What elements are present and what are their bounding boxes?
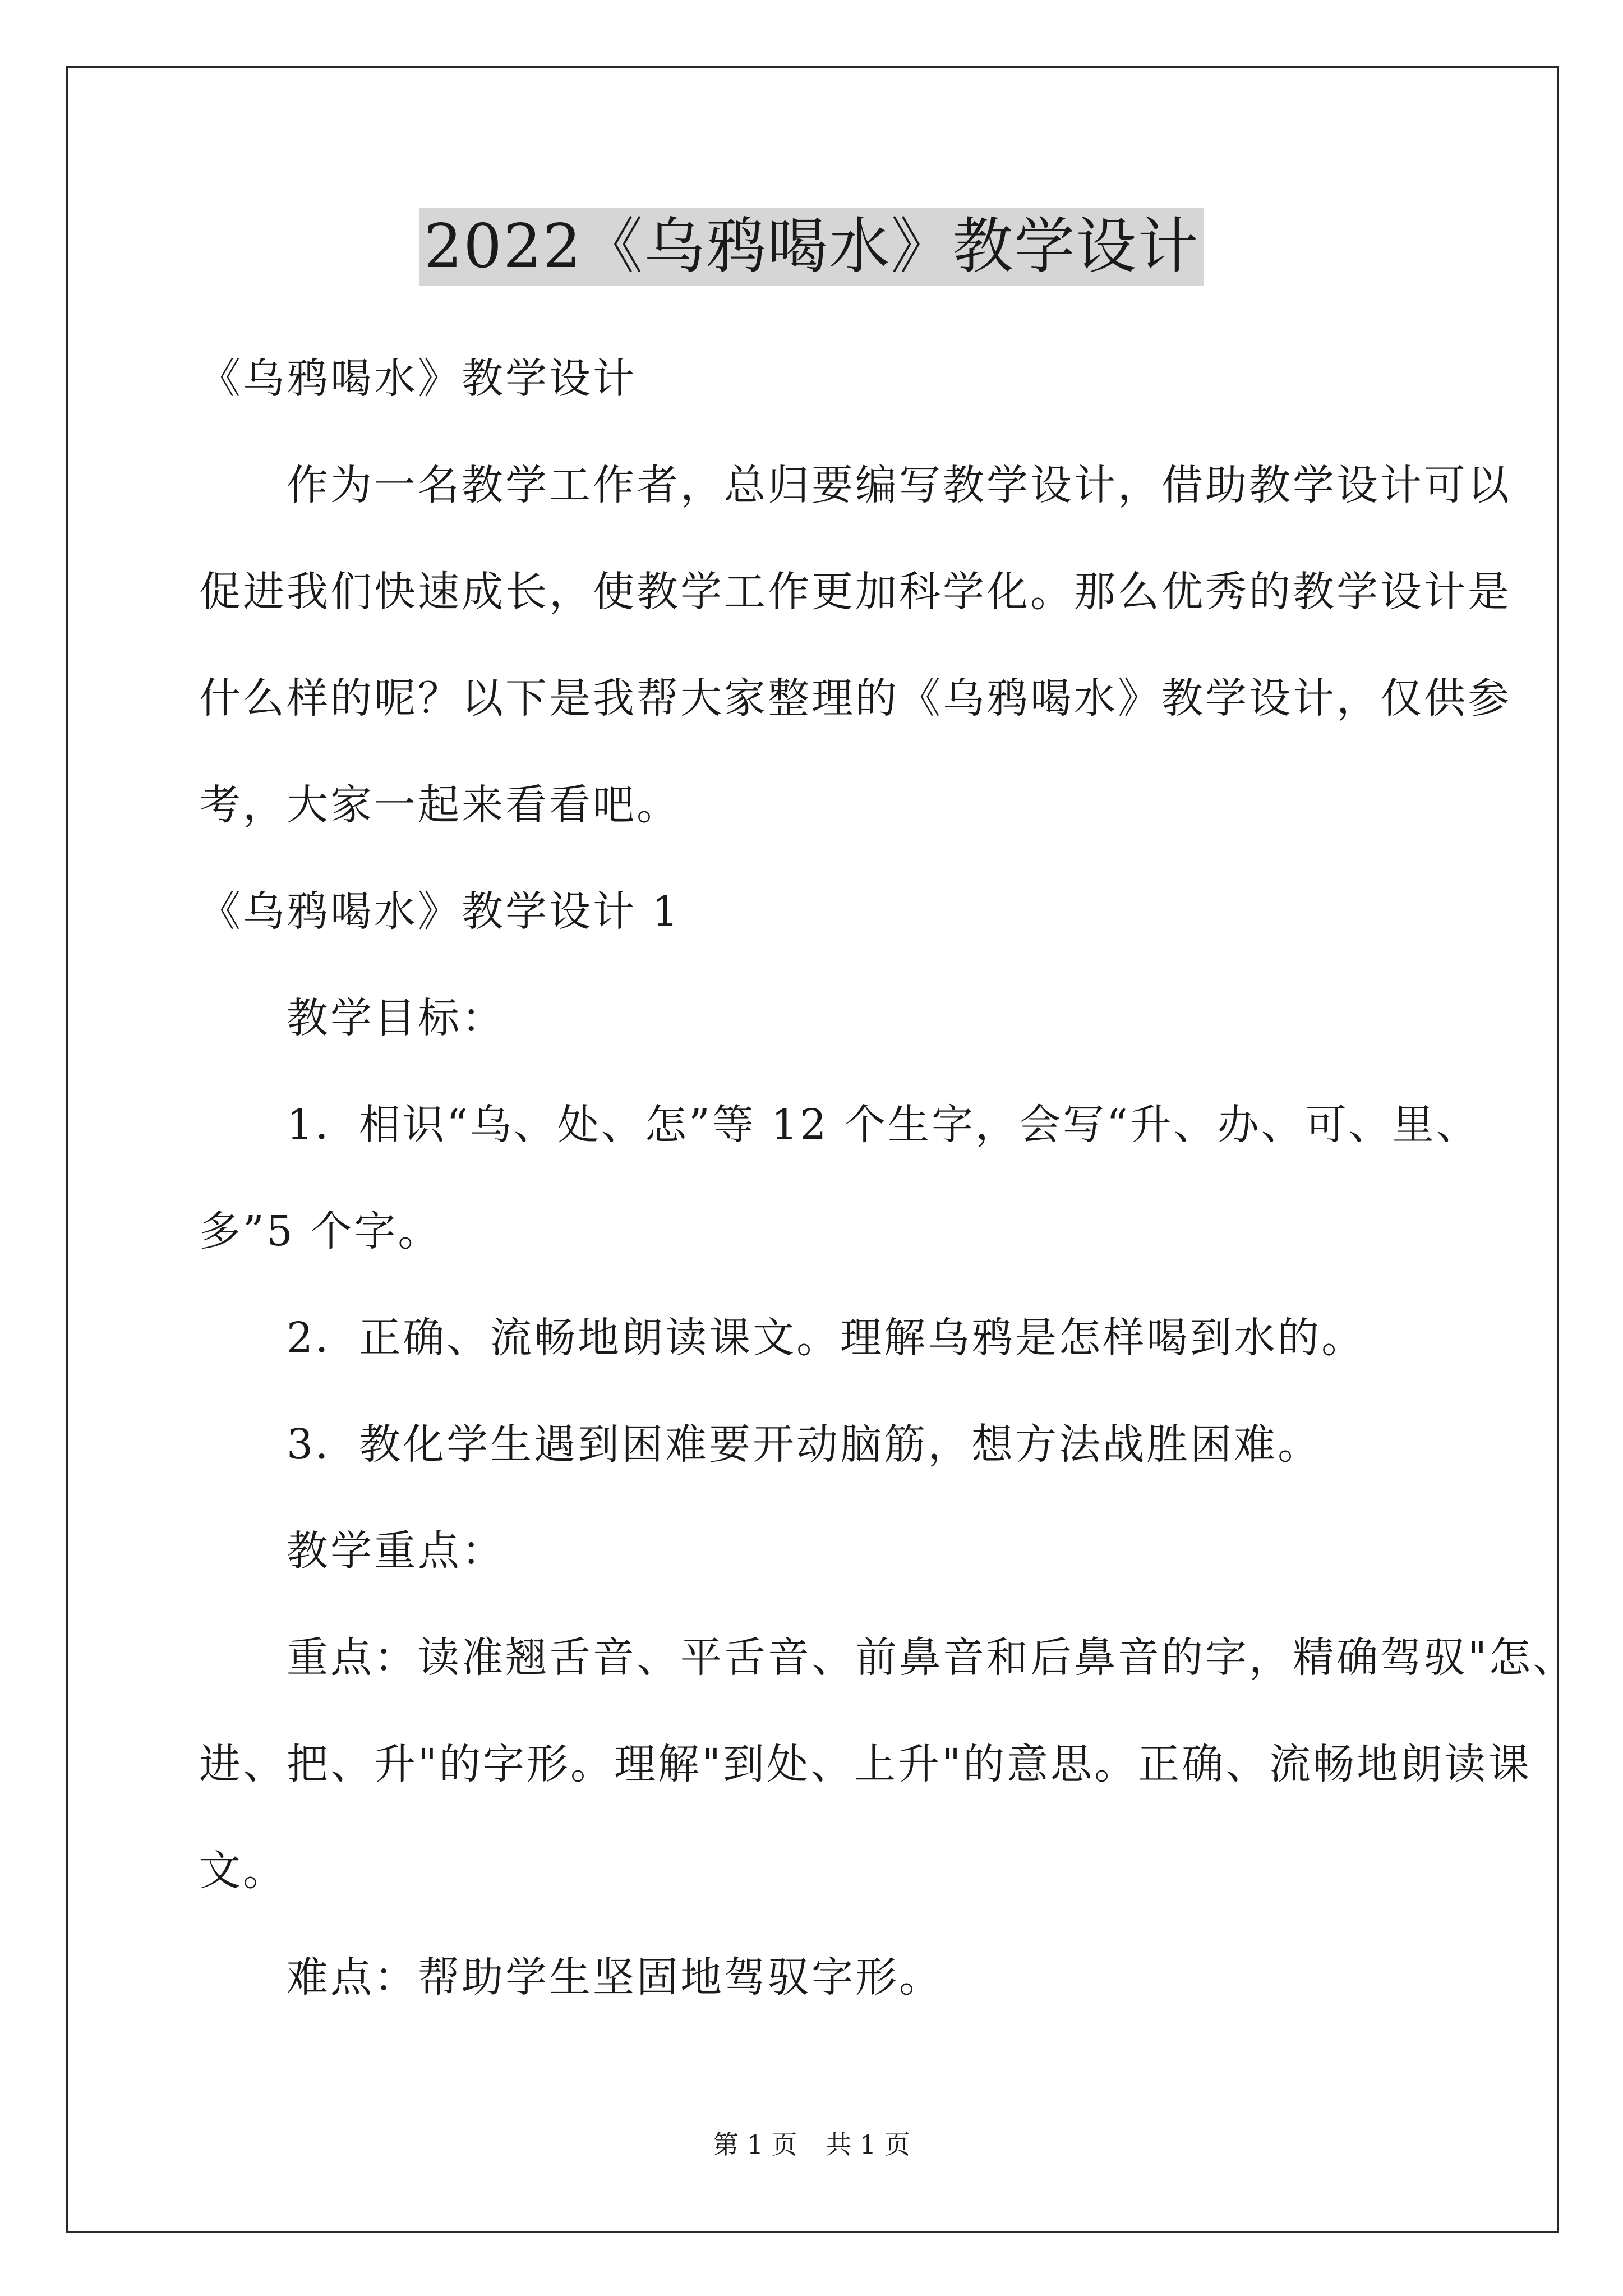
key-point-line: 重点：读准翘舌音、平舌音、前鼻音和后鼻音的字，精确驾驭"怎、 <box>199 1634 1577 1682</box>
objective-item: 1．相识“乌、处、怎”等 12 个生字，会写“升、办、可、里、 <box>199 1101 1480 1149</box>
document-title: 2022《乌鸦喝水》教学设计 <box>419 208 1204 286</box>
key-point-line: 文。 <box>199 1847 287 1895</box>
page-number: 第 1 页 <box>713 2129 797 2160</box>
section-heading: 《乌鸦喝水》教学设计 <box>199 355 637 403</box>
objective-item: 3．教化学生遇到困难要开动脑筋，想方法战胜困难。 <box>199 1420 1322 1469</box>
objective-item-continued: 多”5 个字。 <box>199 1207 442 1255</box>
paragraph-line: 作为一名教学工作者，总归要编写教学设计，借助教学设计可以 <box>199 461 1511 509</box>
page-total: 共 1 页 <box>826 2129 910 2160</box>
section-heading: 《乌鸦喝水》教学设计 1 <box>199 887 681 936</box>
paragraph-line: 考，大家一起来看看吧。 <box>199 781 680 829</box>
paragraph-line: 促进我们快速成长，使教学工作更加科学化。那么优秀的教学设计是 <box>199 568 1511 616</box>
objective-item: 2．正确、流畅地朗读课文。理解乌鸦是怎样喝到水的。 <box>199 1314 1366 1362</box>
key-point-line: 进、把、升"的字形。理解"到处、上升"的意思。正确、流畅地朗读课 <box>199 1740 1532 1788</box>
subheading-key-points: 教学重点： <box>199 1527 505 1575</box>
paragraph-line: 什么样的呢？以下是我帮大家整理的《乌鸦喝水》教学设计，仅供参 <box>199 674 1511 723</box>
page-footer <box>0 2129 1623 2160</box>
difficulty-line: 难点：帮助学生坚固地驾驭字形。 <box>199 1953 943 2001</box>
title-container <box>0 208 1623 286</box>
subheading-objectives: 教学目标： <box>199 994 505 1042</box>
